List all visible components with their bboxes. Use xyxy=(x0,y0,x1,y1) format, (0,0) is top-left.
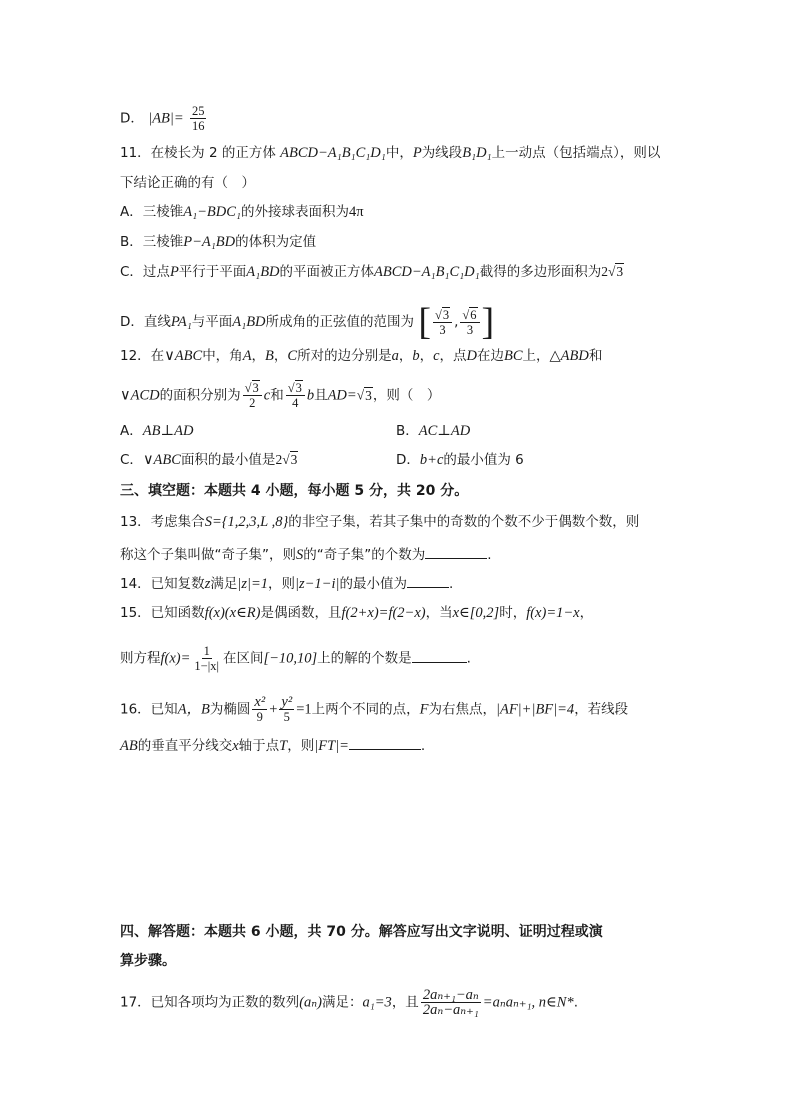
q17-fraction: $\frac{\text{2aₙ₊₁−aₙ}}{\text{2aₙ−aₙ₊₁}}$ xyxy=(422,987,479,1018)
q11-stem-line2: 下结论正确的有（ ） xyxy=(120,175,255,191)
q10-option-d: D． |AB|= $\frac{25}{16}$ xyxy=(120,104,205,133)
q11-optc-value: 2√3 xyxy=(601,264,624,279)
left-bracket: [ xyxy=(418,301,431,343)
q12-stem-line1: 12．在∨ABC中，角A，B，C所对的边分别是a，b，c，点D在边BC上，△ABD和 xyxy=(120,348,603,364)
q12-option-a: A．AB⊥AD xyxy=(120,423,194,439)
q12-option-d: D．b+c的最小值为 6 xyxy=(396,452,524,468)
q15-fraction: $\frac{1}{1-|x|}$ xyxy=(194,644,219,673)
q11-option-c: C．过点P平行于平面A₁BD的平面被正方体ABCD−A₁B₁C₁D₁截得的多边形面积为2√3 xyxy=(120,264,624,280)
q12-option-b: B．AC⊥AD xyxy=(396,423,471,439)
q15-stem-line2: 则方程f(x)= $\frac{1}{1-|x|}$ 在区间[−10,10]上的解的个数是 . xyxy=(120,644,471,673)
q13-answer-blank[interactable] xyxy=(425,544,487,559)
section4-title-line2: 算步骤。 xyxy=(120,953,176,969)
q16-stem-line2: AB的垂直平分线交x轴于点T，则|FT|= . xyxy=(120,735,425,756)
q13-stem-line2: 称这个子集叫做“奇子集”，则S的“奇子集”的个数为 . xyxy=(120,544,492,565)
q12-stem-line2: ∨ACD的面积分别为 $\frac{√3}{2}$ c和 $\frac{√3}{4}$ b且AD=√3，则（ ） xyxy=(120,381,441,410)
q16-answer-blank[interactable] xyxy=(349,735,421,750)
q11-stem-line1: 11．在棱长为 2 的正方体 ABCD−A₁B₁C₁D₁中，P为线段B₁D₁上一动点（包括端点），则以 xyxy=(120,145,661,161)
q14-stem: 14．已知复数z满足|z|=1，则|z−1−i|的最小值为 . xyxy=(120,573,453,594)
q13-stem-line1: 13．考虑集合S={1,2,3,L ,8}的非空子集，若其子集中的奇数的个数不少于偶数个数，则 xyxy=(120,514,640,530)
q10-optd-lhs: |AB|= xyxy=(148,110,184,127)
q15-answer-blank[interactable] xyxy=(412,648,467,663)
section4-title-line1: 四、解答题：本题共 6 小题，共 70 分。解答应写出文字说明、证明过程或演 xyxy=(120,924,603,940)
q14-answer-blank[interactable] xyxy=(407,573,449,588)
q12-fraction-1: $\frac{√3}{2}$ xyxy=(243,381,262,410)
right-bracket: ] xyxy=(481,301,495,343)
q15-stem-line1: 15．已知函数f(x)(x∈R)是偶函数，且f(2+x)=f(2−x)，当x∈[0,2]时，f(x)=1−x， xyxy=(120,605,594,621)
q10-optd-fraction: $\frac{25}{16}$ xyxy=(191,104,205,133)
q16-stem-line1: 16．已知A，B为椭圆 $\frac{\text{x²}}{9}$ + $\frac{\text{y²}}{5}$ =1上两个不同的点，F为右焦点，|AF|+|BF|=4，若线段 xyxy=(120,694,629,724)
q17-stem: 17．已知各项均为正数的数列(aₙ)满足：a₁=3，且 $\frac{\text{2aₙ₊₁−aₙ}}{\text{2aₙ−aₙ₊₁}}$ =aₙaₙ₊₁, n∈N*. xyxy=(120,987,578,1018)
section3-title: 三、填空题：本题共 4 小题，每小题 5 分，共 20 分。 xyxy=(120,483,469,499)
q11-option-a: A．三棱锥A₁−BDC₁的外接球表面积为4π xyxy=(120,204,364,220)
q11-option-b: B．三棱锥P−A₁BD的体积为定值 xyxy=(120,234,317,250)
q12-fraction-2: $\frac{√3}{4}$ xyxy=(286,381,305,410)
q16-ellipse-y-term: $\frac{\text{y²}}{5}$ xyxy=(281,694,293,724)
q11-optd-lower: $\frac{√3}{3}$ xyxy=(433,308,452,337)
q11-option-d: D．直线PA₁与平面A₁BD所成角的正弦值的范围为 [ $\frac{√3}{3}$ , $\frac{√6}{3}$ ] xyxy=(120,301,495,343)
q16-ellipse-x-term: $\frac{\text{x²}}{9}$ xyxy=(254,694,266,724)
q11-optd-upper: $\frac{√6}{3}$ xyxy=(460,308,479,337)
q12-option-c: C．∨ABC面积的最小值是2√3 xyxy=(120,452,298,468)
